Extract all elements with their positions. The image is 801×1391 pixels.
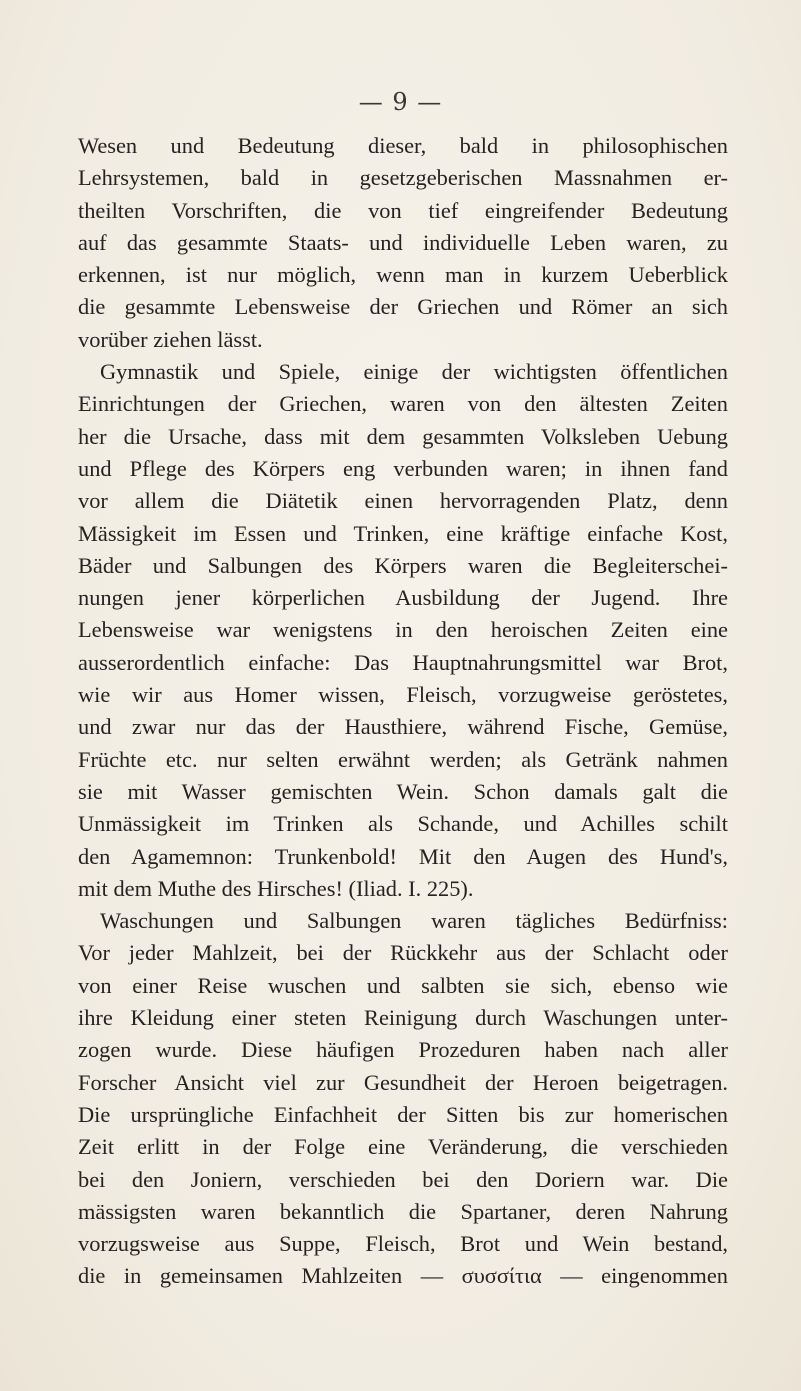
text-line: auf das gesammte Staats- und individuelle Leben waren, zu — [78, 229, 728, 255]
text-line: Waschungen und Salbungen waren tägliches Bedürfniss: — [100, 908, 728, 934]
text-line: zogen wurde. Diese häufigen Prozeduren haben nach aller — [78, 1037, 728, 1063]
text-line: wie wir aus Homer wissen, Fleisch, vorzugweise geröstetes, — [78, 682, 728, 708]
text-line: ihre Kleidung einer steten Reinigung durch Waschungen unter- — [78, 1005, 728, 1031]
text-line: vor allem die Diätetik einen hervorragenden Platz, denn — [78, 488, 728, 514]
text-line: Vor jeder Mahlzeit, bei der Rückkehr aus der Schlacht oder — [78, 940, 728, 966]
text-line: Mässigkeit im Essen und Trinken, eine kräftige einfache Kost, — [78, 520, 728, 546]
text-line: vorzugsweise aus Suppe, Fleisch, Brot und Wein bestand, — [78, 1231, 728, 1257]
text-line: her die Ursache, dass mit dem gesammten Volksleben Uebung — [78, 423, 728, 449]
text-line: Einrichtungen der Griechen, waren von den ältesten Zeiten — [78, 391, 728, 417]
text-line: von einer Reise wuschen und salbten sie sich, ebenso wie — [78, 972, 728, 998]
text-line: Die ursprüngliche Einfachheit der Sitten bis zur homerischen — [78, 1101, 728, 1127]
text-line: und Pflege des Körpers eng verbunden waren; in ihnen fand — [78, 455, 728, 481]
text-line: Früchte etc. nur selten erwähnt werden; als Getränk nahmen — [78, 746, 728, 772]
text-line: bei den Joniern, verschieden bei den Doriern war. Die — [78, 1166, 728, 1192]
text-line: erkennen, ist nur möglich, wenn man in kurzem Ueberblick — [78, 262, 728, 288]
text-line: Gymnastik und Spiele, einige der wichtigsten öffentlichen — [100, 359, 728, 385]
text-line: den Agamemnon: Trunkenbold! Mit den Augen des Hund's, — [78, 843, 728, 869]
text-line: und zwar nur das der Hausthiere, während Fische, Gemüse, — [78, 714, 728, 740]
text-line: sie mit Wasser gemischten Wein. Schon damals galt die — [78, 778, 728, 804]
text-line: Bäder und Salbungen des Körpers waren die Begleiterschei- — [78, 552, 728, 578]
text-line: Lebensweise war wenigstens in den heroischen Zeiten eine — [78, 617, 728, 643]
text-line: ausserordentlich einfache: Das Hauptnahrungsmittel war Brot, — [78, 649, 728, 675]
text-line: Wesen und Bedeutung dieser, bald in philosophischen — [78, 133, 728, 158]
text-line: nungen jener körperlichen Ausbildung der Jugend. Ihre — [78, 585, 728, 611]
text-line: die gesammte Lebensweise der Griechen und Römer an sich — [78, 294, 728, 320]
text-line: vorüber ziehen lässt. — [78, 326, 263, 352]
text-line: Unmässigkeit im Trinken als Schande, und Achilles schilt — [78, 811, 728, 837]
text-line: mit dem Muthe des Hirsches! (Iliad. I. 225). — [78, 875, 474, 901]
body-text — [78, 130, 728, 1293]
text-line: Lehrsystemen, bald in gesetzgeberischen Massnahmen er- — [78, 165, 728, 191]
text-line: die in gemeinsamen Mahlzeiten — συσσίτια — eingenommen — [78, 1263, 728, 1289]
text-line: theilten Vorschriften, die von tief eingreifender Bedeutung — [78, 197, 728, 223]
text-line: Zeit erlitt in der Folge eine Veränderung, die verschieden — [78, 1134, 728, 1160]
page-number: — 9 — — [358, 88, 443, 116]
text-line: mässigsten waren bekanntlich die Spartaner, deren Nahrung — [78, 1198, 728, 1224]
text-line: Forscher Ansicht viel zur Gesundheit der Heroen beigetragen. — [78, 1069, 728, 1095]
